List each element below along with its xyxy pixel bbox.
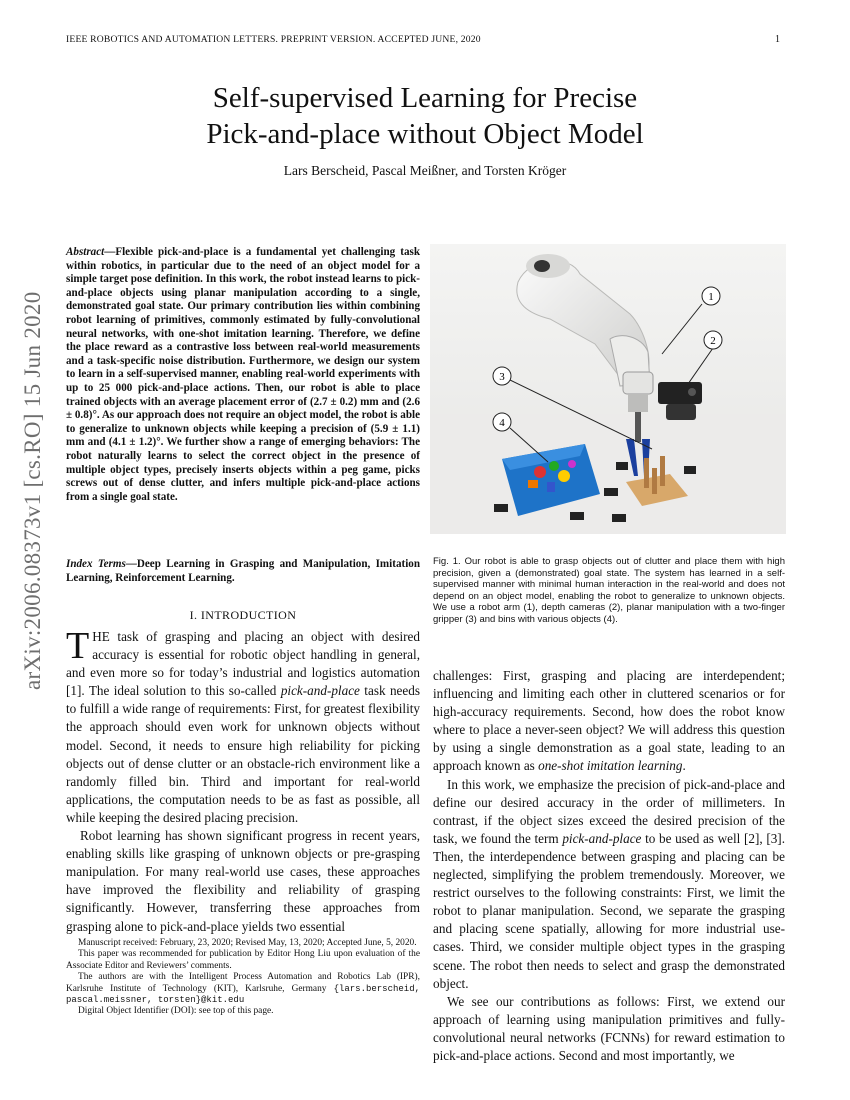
intro-paragraph-2: Robot learning has shown significant progress in recent years, enabling skills like grasping of unknown objects or pre-grasping manipulation. For many real-world use cases, these approaches have improved the flexibility and reliability of grasping significantly. However, transferring these approaches from grasping alone to pick-and-place yields two essential: [66, 828, 420, 934]
index-terms-label: Index Terms: [66, 558, 126, 570]
index-terms: [66, 558, 420, 585]
section-heading: [66, 608, 420, 623]
footnote-editor: This paper was recommended for publication by Editor Hong Liu upon evaluation of the Associate Editor and Reviewers’ comments.: [66, 949, 420, 971]
intro-paragraph-1: [66, 625, 420, 827]
intro-right-column: [433, 667, 785, 1065]
intro-p1-text-a: HE task of grasping and placing an object with desired accuracy is essential for robotic object handling in general, and even more so for today’s industrial and logistics automation [1]. The ideal solution to this so-called: [66, 629, 420, 699]
right-p2-text-b: to be used as well [2], [3]. Then, the interdependence between grasping and placing can be neglected, simplifying the problem tremendously. Moreover, we restrict ourselves to the following constraints: First, we limit the robot to planar manipulation. Second, we separate the grasping and placing scene spatially, allowing for more industrial use-cases. Third, we consider multiple object types in the grasping scene. The robot then needs to select and grasp the demonstrated object.: [433, 830, 785, 991]
callout-3-label: 3: [499, 371, 505, 383]
title-line-1: Self-supervised Learning for Precise: [212, 82, 638, 114]
section-title: INTRODUCTION: [200, 608, 297, 622]
right-paragraph-1: [433, 667, 785, 776]
table-surface: [430, 414, 786, 534]
abstract-text: —Flexible pick-and-place is a fundamental yet challenging task within robotics, in particular due to the need of an object model for a simple target pose definition. In this work, the robot instead learns to pick-and-place objects using planar manipulation according to a single, demonstrated goal state. Our primary contribution lies within combining robot learning of primitives, commonly estimated by fully-convolutional neural networks, with one-shot imitation learning. Therefore, we define the place reward as a contrastive loss between real-world measurements and a task-specific noise distribution. Furthermore, we design our system to learn in a self-supervised manner, enabling real-world experiments with up to 25 000 pick-and-place actions. Then, our robot is able to place trained objects with an average placement error of (2.7 ± 0.2) mm and (2.6 ± 0.8)°. As our approach does not require an object model, the robot is able to generalize to unknown objects while keeping a precision of (5.9 ± 1.1) mm and (4.1 ± 1.2)°. We further show a range of emerging behaviors: The robot naturally learns to select the correct object in the presence of multiple object types, precisely inserts objects within a peg game, picks screws out of dense clutter, and infers multiple pick-and-place actions from a single goal state.: [66, 246, 420, 503]
index-terms-text: —Deep Learning in Grasping and Manipulation, Imitation Learning, Reinforcement Learning.: [66, 558, 420, 584]
right-p2-text-a: In this work, we emphasize the precision of pick-and-place and define our desired accuracy in the order of millimeters. In contrast, if the object sizes exceed the desired precision of the task, we found the term: [433, 776, 785, 846]
right-p1-text-a: challenges: First, grasping and placing are interdependent; influencing and limiting each other in cluttered scenarios or for high-accuracy requirements. Second, how does the robot know where to place a never-seen object? We will address this question by using a single demonstration as a goal state, leading to an approach known as: [433, 668, 785, 774]
right-p1-text-b: .: [682, 758, 686, 774]
author-emails: {lars.berscheid, pascal.meissner, torsten}@kit.edu: [66, 983, 420, 1006]
right-paragraph-3: We see our contributions as follows: First, we extend our approach of learning using manipulation primitives and fully-convolutional neural networks (FCNNs) for reward estimation to pick-and-place actions. Second and most importantly, we: [433, 993, 785, 1063]
callout-4: [493, 413, 511, 431]
intro-p1-emphasis: pick-and-place: [280, 683, 360, 699]
title-line-2: Pick-and-place without Object Model: [206, 118, 644, 150]
footnote-affiliation: The authors are with the Intelligent Process Automation and Robotics Lab (IPR), Karlsruhe Institute of Technology (KIT), Karlsruhe, Germany: [66, 972, 420, 994]
section-number: I.: [189, 608, 198, 622]
right-p2-emphasis: pick-and-place: [562, 830, 642, 846]
arxiv-stamp: arXiv:2006.08373v1 [cs.RO] 15 Jun 2020: [20, 291, 45, 690]
callout-2-label: 2: [710, 335, 716, 347]
footnote-manuscript: Manuscript received: February, 23, 2020; Revised May, 13, 2020; Accepted June, 5, 2020.: [78, 938, 417, 948]
page-number: 1: [775, 34, 780, 45]
callout-4-label: 4: [499, 417, 505, 429]
intro-p1-text-b: task needs to fulfill a wide range of requirements: First, for greatest flexibility the approach should even work for unknown objects without model. Second, it needs to ensure high reliability for picking objects out of dense clutter or an obstacle-rich environment like a randomly filled bin. Third and important for real-world applications, the computation needs to be as fast as possible, all while keeping the desired placing precision.: [66, 683, 420, 825]
drop-cap: T: [66, 625, 90, 667]
author-list: Lars Berscheid, Pascal Meißner, and Torsten Kröger: [283, 163, 567, 178]
abstract: [66, 246, 420, 504]
running-header: IEEE ROBOTICS AND AUTOMATION LETTERS. PREPRINT VERSION. ACCEPTED JUNE, 2020: [66, 34, 481, 45]
callout-2: [704, 331, 722, 349]
footnote-doi: Digital Object Identifier (DOI): see top of this page.: [78, 1006, 274, 1017]
abstract-label: Abstract: [66, 246, 105, 258]
footnote-authors: [66, 972, 420, 1006]
right-paragraph-2: [433, 776, 785, 993]
intro-left-column: [66, 625, 420, 936]
callout-3: [493, 367, 511, 385]
footnotes: [66, 938, 420, 1018]
paper-title: [0, 80, 850, 152]
right-p1-emphasis: one-shot imitation learning: [538, 758, 683, 774]
figure-caption: Fig. 1. Our robot is able to grasp objects out of clutter and place them with high precision, given a (demonstrated) goal state. The system has learned in a self-supervised manner with minimal human interaction in the real-world and does not depend on an object model, enabling the robot to generalize to unknown objects. We use a robot arm (1), depth cameras (2), planar manipulation with a two-finger gripper (3) and bins with various objects (4).: [433, 556, 785, 625]
robot-photo: [430, 244, 786, 534]
callout-1: [702, 287, 720, 305]
callout-1-label: 1: [708, 291, 714, 303]
